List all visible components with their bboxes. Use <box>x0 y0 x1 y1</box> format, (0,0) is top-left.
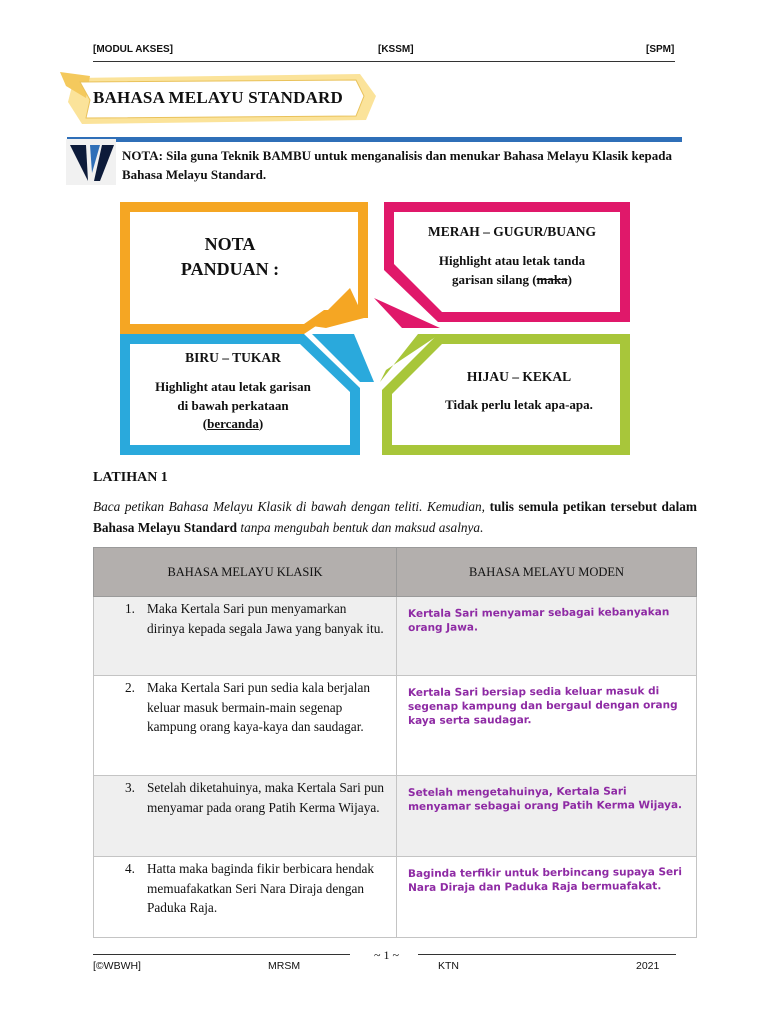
table-row <box>94 597 697 676</box>
moden-answer: Setelah mengetahuinya, Kertala Sari menyamar sebagai orang Patih Kerma Wijaya. <box>407 785 683 813</box>
header-klasik: BAHASA MELAYU KLASIK <box>94 548 397 597</box>
klasik-text: Hatta maka baginda fikir berbicara hendak memuafakatkan Seri Nara Diraja dengan Paduka Raja. <box>147 861 375 915</box>
footer-mrsm: MRSM <box>268 960 301 972</box>
cell-moden[interactable] <box>397 676 697 776</box>
red-desc-line2: garisan silang (maka) <box>452 272 572 287</box>
guide-title-line2: PANDUAN : <box>180 259 280 279</box>
footer-divider-left <box>93 954 350 955</box>
guide-title <box>140 232 320 282</box>
footer-ktn: KTN <box>438 960 459 972</box>
header-spm: [SPM] <box>646 44 675 55</box>
footer-year: 2021 <box>636 960 660 972</box>
moden-answer: Kertala Sari bersiap sedia keluar masuk di segenap kampung dan bergaul dengan orang kaya serta saudagar. <box>407 685 678 727</box>
page-title: BAHASA MELAYU STANDARD <box>93 88 343 107</box>
cell-klasik: 4. Hatta maka baginda fikir berbicara hendak memuafakatkan Seri Nara Diraja dengan Paduka Raja. <box>94 857 397 938</box>
header-moden: BAHASA MELAYU MODEN <box>397 548 697 597</box>
klasik-text: Setelah diketahuinya, maka Kertala Sari pun menyamar pada orang Patih Kerma Wijaya. <box>147 780 385 815</box>
red-desc-line1: Highlight atau letak tanda <box>438 253 586 268</box>
nota-bar <box>67 137 682 142</box>
green-desc: Tidak perlu letak apa-apa. <box>445 397 593 412</box>
red-title: MERAH – GUGUR/BUANG <box>428 224 596 239</box>
table-row <box>94 857 697 938</box>
header-kssm: [KSSM] <box>378 44 414 55</box>
exercise-table <box>93 547 697 938</box>
footer-divider-right <box>418 954 676 955</box>
cell-moden[interactable] <box>397 597 697 676</box>
blue-desc-line3: (bercanda) <box>202 416 264 431</box>
footer-copyright: [©WBWH] <box>93 960 141 972</box>
red-example: maka <box>536 272 568 287</box>
header-module: [MODUL AKSES] <box>93 44 173 55</box>
table-row <box>94 776 697 857</box>
table-header-row <box>94 548 697 597</box>
nota-text: NOTA: Sila guna Teknik BAMBU untuk menganalisis dan menukar Bahasa Melayu Klasik kepada Bahasa Melayu Standard. <box>122 148 673 182</box>
klasik-text: Maka Kertala Sari pun sedia kala berjalan keluar masuk bermain-main segenap kampung orang kaya-kaya dan saudagar. <box>147 680 370 734</box>
blue-example: bercanda <box>207 416 259 431</box>
cell-moden[interactable] <box>397 776 697 857</box>
blue-desc-line2: di bawah perkataan <box>177 397 289 413</box>
blue-title: BIRU – TUKAR <box>185 350 281 365</box>
blue-desc-line1: Highlight atau letak garisan <box>155 379 311 394</box>
header-divider <box>93 61 675 62</box>
guide-title-line1: NOTA <box>204 234 256 254</box>
cell-moden[interactable] <box>397 857 697 938</box>
moden-answer: Baginda terfikir untuk berbincang supaya Seri Nara Diraja dan Paduka Raja bermuafakat. <box>407 866 682 894</box>
nota-logo-icon <box>66 139 116 185</box>
blue-desc <box>130 378 336 434</box>
klasik-text: Maka Kertala Sari pun menyamarkan dirinya kepada segala Jawa yang banyak itu. <box>147 601 384 636</box>
cell-klasik: 1. Maka Kertala Sari pun menyamarkan dirinya kepada segala Jawa yang banyak itu. <box>94 597 397 676</box>
page-number: ~ 1 ~ <box>374 948 399 962</box>
green-title: HIJAU – KEKAL <box>466 369 572 384</box>
moden-answer: Kertala Sari menyamar sebagai kebanyakan orang Jawa. <box>407 606 670 634</box>
latihan-heading: LATIHAN 1 <box>93 470 168 485</box>
red-desc <box>398 251 626 289</box>
latihan-instruction: Baca petikan Bahasa Melayu Klasik di bawah dengan teliti. Kemudian, tulis semula petikan tersebut dalam Bahasa Melayu Standard tanpa mengubah bentuk dan maksud asalnya. <box>93 499 697 535</box>
cell-klasik: 3. Setelah diketahuinya, maka Kertala Sari pun menyamar pada orang Patih Kerma Wijaya. <box>94 776 397 857</box>
cell-klasik: 2. Maka Kertala Sari pun sedia kala berjalan keluar masuk bermain-main segenap kampung orang kaya-kaya dan saudagar. <box>94 676 397 776</box>
table-row <box>94 676 697 776</box>
